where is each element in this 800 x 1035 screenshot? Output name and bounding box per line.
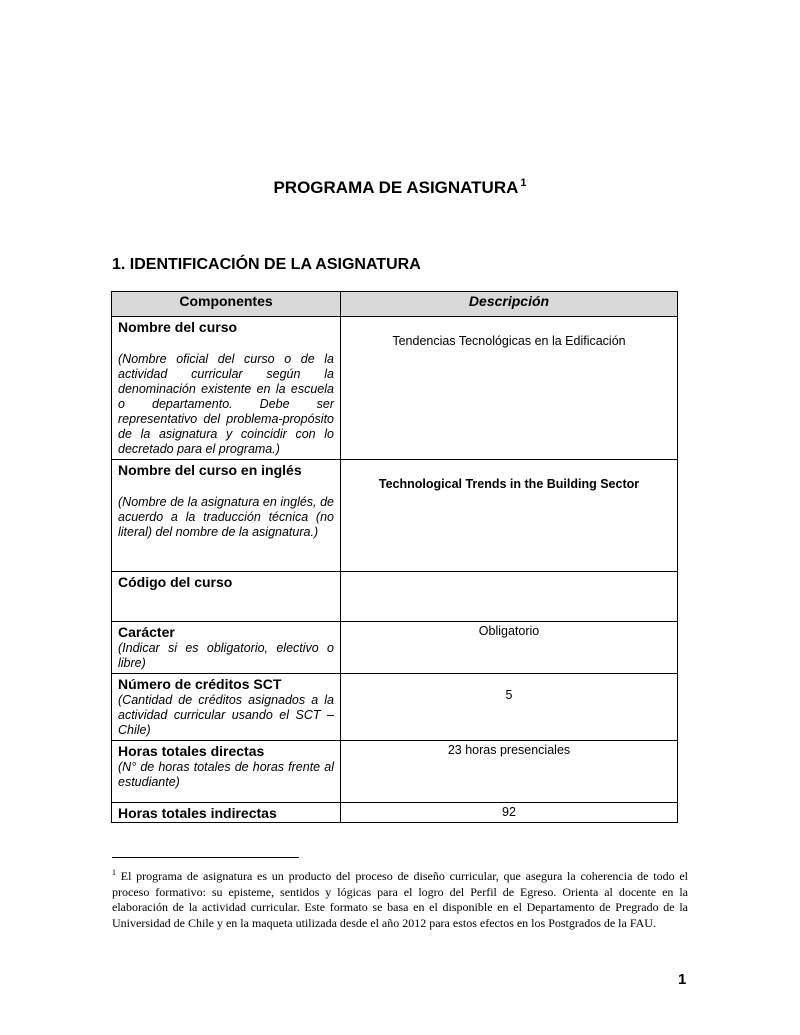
- row-label: Horas totales directas: [118, 743, 265, 759]
- row-value-cell: [341, 460, 678, 572]
- row-value: 23 horas presenciales: [447, 743, 571, 757]
- row-label-cell: [112, 572, 341, 622]
- row-label: Número de créditos SCT: [118, 676, 282, 692]
- row-label-cell: [112, 317, 341, 460]
- table-row: [112, 317, 678, 460]
- title-footnote-ref[interactable]: 1: [520, 177, 527, 189]
- table-row: [112, 803, 678, 823]
- row-value-cell: [341, 622, 678, 674]
- row-label: Carácter: [118, 624, 175, 640]
- footnote-marker: 1: [112, 868, 116, 877]
- header-components: Componentes: [112, 292, 341, 317]
- row-value: Obligatorio: [478, 624, 540, 638]
- table-row: [112, 741, 678, 803]
- table-row: [112, 572, 678, 622]
- row-label: Horas totales indirectas: [118, 805, 277, 821]
- footnote: [112, 865, 688, 931]
- row-label-cell: [112, 460, 341, 572]
- row-label: Nombre del curso: [118, 319, 238, 335]
- row-note: (Cantidad de créditos asignados a la actividad curricular usando el SCT – Chile): [118, 693, 334, 737]
- row-label-cell: [112, 741, 341, 803]
- row-label-cell: [112, 803, 341, 823]
- row-value: 92: [502, 805, 516, 819]
- page-title: [0, 178, 800, 198]
- row-label-cell: [112, 622, 341, 674]
- row-note: (Nombre oficial del curso o de la actividad curricular según la denominación existente en la escuela o departamento. Debe ser representativo del problema-propósito de la asignatura y coincidir con lo decretado para el programa.): [118, 352, 334, 456]
- row-note: (Nombre de la asignatura en inglés, de acuerdo a la traducción técnica (no literal) del nombre de la asignatura.): [118, 495, 334, 539]
- row-note: (Indicar si es obligatorio, electivo o libre): [118, 641, 334, 670]
- footnote-separator: [112, 857, 299, 858]
- footnote-text: El programa de asignatura es un producto del proceso de diseño curricular, que asegura la coherencia de todo el proceso formativo: su episteme, sentidos y lógicas para el logro del Perfil de Egreso. Orienta al docente en la elaboración de la actividad curricular. Este formato se basa en el disponible en el Departamento de Pregrado de la Universidad de Chile y en la maqueta utilizada desde el año 2012 para estos efectos en los Postgrados de la FAU.: [112, 869, 688, 930]
- row-value: Technological Trends in the Building Sector: [378, 477, 640, 491]
- row-value-cell: [341, 741, 678, 803]
- row-label: Nombre del curso en inglés: [118, 462, 302, 478]
- table-header-row: [112, 292, 678, 317]
- section-heading: 1. IDENTIFICACIÓN DE LA ASIGNATURA: [112, 256, 421, 273]
- row-value: 5: [505, 688, 513, 702]
- row-label: Código del curso: [118, 574, 233, 590]
- course-identification-table: [111, 291, 678, 823]
- table-row: [112, 460, 678, 572]
- page-number: 1: [678, 971, 687, 988]
- table-row: [112, 674, 678, 741]
- header-description: Descripción: [341, 292, 678, 317]
- row-value-cell: [341, 803, 678, 823]
- row-value-cell: [341, 674, 678, 741]
- row-value-cell: [341, 572, 678, 622]
- page-title-text: PROGRAMA DE ASIGNATURA: [273, 178, 519, 197]
- row-label-cell: [112, 674, 341, 741]
- table-row: [112, 622, 678, 674]
- row-value: Tendencias Tecnológicas en la Edificación: [392, 334, 626, 348]
- row-value-cell: [341, 317, 678, 460]
- row-note: (N° de horas totales de horas frente al estudiante): [118, 760, 334, 789]
